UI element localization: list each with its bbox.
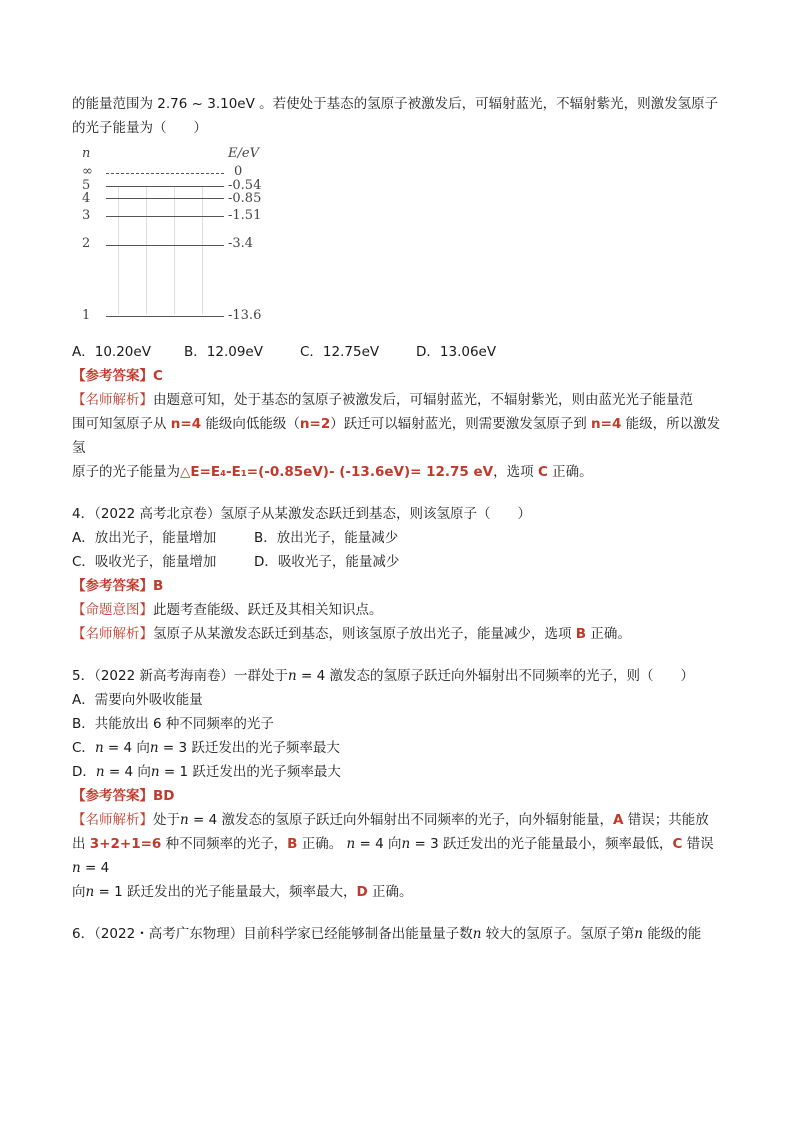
q3-stem-line1: 的能量范围为 2.76 ~ 3.10eV 。若使处于基态的氢原子被激发后，可辐射蓝光，不辐射紫光，则激发氢原子 [72,96,719,112]
q3-options [72,340,732,364]
level-e-5: -0.54 [228,178,262,193]
q3-option-d: D．13.06eV [416,344,497,360]
q3-option-b: B．12.09eV [184,344,263,360]
q5-answer: 【参考答案】BD [72,788,175,804]
level-e-3: -1.51 [228,208,262,223]
q3-answer: 【参考答案】C [72,368,163,384]
q3-option-a: A．10.20eV [72,344,151,360]
q4-options-row2 [72,550,732,574]
q5-option-d: D．n = 4 向n = 1 跃迁发出的光子频率最大 [72,764,341,780]
level-e-inf: 0 [234,164,243,179]
q5-stem: 5．（2022 新高考海南卷）一群处于n = 4 激发态的氢原子跃迁向外辐射出不同频率的光子，则（ ） [72,668,694,684]
q4-intent: 【命题意图】此题考查能级、跃迁及其相关知识点。 [72,602,383,618]
energy-axis-header: E/eV [228,146,259,161]
q4-option-a: A．放出光子，能量增加 [72,530,217,546]
q3-analysis: 【名师解析】由题意可知，处于基态的氢原子被激发后，可辐射蓝光，不辐射紫光，则由蓝光光子能量范 围可知氢原子从 n=4 能级向低能级（n=2）跃迁可以辐射蓝光，则需要激发氢原子到 n=4 能级，所以激发氢 原子的光子能量为△E=E₄-E₁=(-0.85eV)- (-13.6eV)= 12.75 eV，选项 C 正确。 [72,392,721,480]
level-n-inf: ∞ [82,164,93,179]
q5-analysis: 【名师解析】处于n = 4 激发态的氢原子跃迁向外辐射出不同频率的光子，向外辐射能量，A 错误；共能放 出 3+2+1=6 种不同频率的光子，B 正确。 n = 4 向n = 3 跃迁发出的光子能量最小，频率最低，C 错误 n = 4 向n = 1 跃迁发出的光子能量最大，频率最大，D 正确。 [72,812,728,900]
q4-option-d: D．吸收光子，能量减少 [254,554,400,570]
level-e-1: -13.6 [228,308,262,323]
q5-option-c: C．n = 4 向n = 3 跃迁发出的光子频率最大 [72,740,340,756]
q5-option-b: B．共能放出 6 种不同频率的光子 [72,716,274,732]
q3-option-c: C．12.75eV [300,344,380,360]
level-e-4: -0.85 [228,191,262,206]
q4-answer: 【参考答案】B [72,578,164,594]
n-axis-header: n [82,146,91,161]
document-page [72,92,732,946]
q5-option-a: A．需要向外吸收能量 [72,692,203,708]
q4-options-row1 [72,526,732,550]
level-n-2: 2 [82,236,91,251]
level-n-3: 3 [82,208,91,223]
q6-stem: 6．（2022・高考广东物理）目前科学家已经能够制备出能量量子数n 较大的氢原子。氢原子第n 能级的能 [72,926,702,942]
energy-level-diagram [78,146,308,336]
q4-stem: 4．（2022 高考北京卷）氢原子从某激发态跃迁到基态，则该氢原子（ ） [72,506,531,522]
q4-option-b: B．放出光子，能量减少 [254,530,399,546]
level-e-2: -3.4 [228,236,254,251]
level-n-1: 1 [82,308,91,323]
q4-analysis: 【名师解析】氢原子从某激发态跃迁到基态，则该氢原子放出光子，能量减少，选项 B 正确。 [72,626,631,642]
q4-option-c: C．吸收光子，能量增加 [72,554,217,570]
q3-stem-line2: 的光子能量为（ ） [72,120,207,136]
level-n-4: 4 [82,191,91,206]
level-n-5: 5 [82,178,91,193]
